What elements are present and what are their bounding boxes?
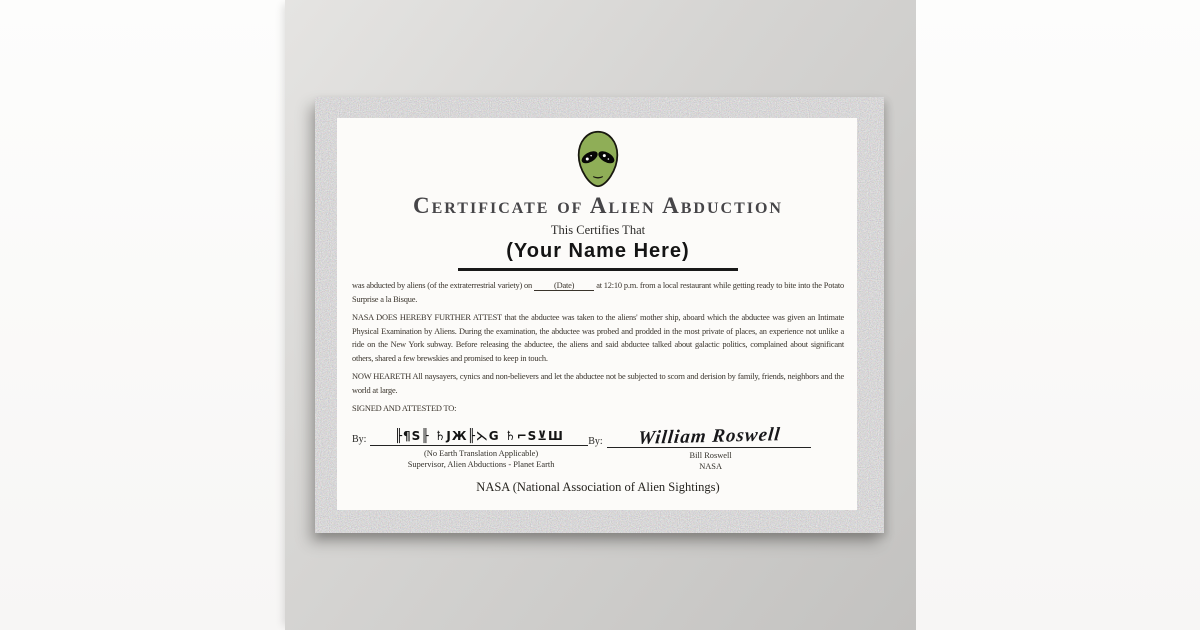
alien-caption-title: Supervisor, Alien Abductions - Planet Earth	[407, 459, 555, 469]
signed-and-attested-line: SIGNED AND ATTESTED TO:	[352, 404, 457, 414]
alien-signature-captions	[374, 448, 588, 470]
para1-before-date: was abducted by aliens (of the extraterrestrial variety) on	[352, 281, 533, 291]
certifies-line: This Certifies That	[550, 223, 646, 238]
roswell-caption-name: Bill Roswell	[689, 450, 732, 460]
signature-block-alien	[352, 427, 588, 472]
roswell-handwritten-signature: William Roswell	[636, 423, 782, 449]
nasa-footer-line: NASA (National Association of Alien Sightings)	[476, 479, 720, 494]
roswell-signature-line	[607, 423, 811, 449]
certificate	[337, 118, 857, 510]
alien-caption-translation: (No Earth Translation Applicable)	[423, 448, 539, 458]
roswell-signature-captions	[610, 450, 811, 472]
alien-head-icon	[575, 130, 621, 188]
certificate-poster	[315, 97, 884, 533]
alien-signature-line	[370, 427, 588, 446]
paragraph-heareth: NOW HEARETH All naysayers, cynics and non-believers and let the abductee not be subjected to scorn and derision by family, friends, neighbors and the world at large.	[352, 372, 844, 395]
alien-script-signature: ╟¶S╟ ♄JЖ╟⋋G ♄⌐S⊻Ш	[394, 428, 564, 444]
by-label-right: By:	[588, 435, 603, 447]
certificate-body	[352, 279, 844, 416]
by-label-left: By:	[352, 433, 367, 445]
para1-after-date: at 12:10 p.m. from a local restaurant while getting ready to bite into the Potato Surprise a la Bisque.	[352, 281, 844, 304]
paragraph-attest: NASA DOES HEREBY FURTHER ATTEST that the abductee was taken to the aliens' mother ship, aboard which the abductee was given an Intimate Physical Examination by Aliens. During the examination, the abductee was probed and prodded in the most private of places, an experience not unlike a ride on the New York subway. Before releasing the abductee, the aliens and said abductee talked about galactic politics, complained about significant others, shared a few brewskies and promised to keep in touch.	[352, 313, 844, 363]
recipient-name-placeholder: (Your Name Here)	[506, 240, 690, 263]
paragraph-abduction	[352, 279, 844, 306]
certificate-title: Certificate of Alien Abduction	[413, 193, 783, 218]
signature-row	[352, 423, 844, 472]
signature-block-roswell	[588, 423, 811, 472]
name-underline	[458, 268, 738, 271]
roswell-caption-org: NASA	[699, 461, 722, 471]
date-blank: (Date)	[534, 281, 594, 291]
roswell-signature-line-row	[588, 423, 811, 449]
alien-signature-line-row	[352, 427, 588, 446]
wall-background	[285, 0, 916, 630]
